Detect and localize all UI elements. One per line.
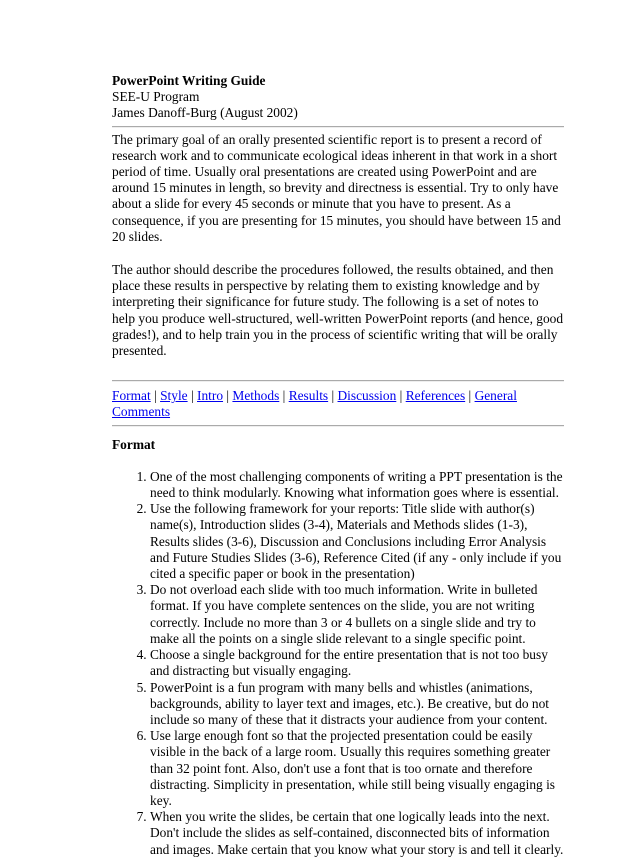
nav-separator: | (465, 388, 475, 404)
program-name: SEE-U Program (112, 89, 200, 105)
format-list-item: 5. PowerPoint is a fun program with many bells and whistles (animations, backgrounds, ability to layer text and images, etc.). Be creative, but do not include so many of these that it distracts your audience from your content. (150, 680, 564, 729)
divider (112, 425, 564, 427)
format-list-item: 7. When you write the slides, be certain that one logically leads into the next. Don't include the slides as self-contained, disconnected bits of information and images. Make certain that you know what your story is and tell it clearly. (150, 809, 564, 858)
document-title: PowerPoint Writing Guide (112, 73, 266, 88)
nav-link-intro[interactable]: Intro (197, 388, 224, 404)
document-page (112, 73, 564, 858)
divider (112, 126, 564, 128)
section-nav (112, 388, 564, 420)
intro-paragraph-1: The primary goal of an orally presented scientific report is to present a record of research work and to communicate ecological ideas inherent in that work in a short period of time. Usually oral presentations are created using PowerPoint and are around 15 minutes in length, so brevity and directness is essential. Try to only have about a slide for every 45 seconds or minute that you have to present. As a consequence, if you are presenting for 15 minutes, you should have between 15 and 20 slides. (112, 131, 561, 244)
nav-separator: | (223, 388, 233, 404)
nav-separator: | (396, 388, 406, 404)
format-list-item: 1. One of the most challenging components of writing a PPT presentation is the need to think modularly. Knowing what information goes where is essential. (150, 469, 564, 501)
spacer (112, 359, 564, 376)
format-list-item: 4. Choose a single background for the entire presentation that is not too busy and distracting but visually engaging. (150, 647, 564, 679)
divider (112, 380, 564, 382)
author-line: James Danoff-Burg (August 2002) (112, 105, 298, 121)
nav-separator: | (279, 388, 289, 404)
nav-link-methods[interactable]: Methods (232, 388, 280, 404)
format-list-item: 6. Use large enough font so that the projected presentation could be easily visible in the back of a large room. Usually this requires something greater than 32 point font. Also, don't use a font that is too ornate and therefore distracting. Simplicity in presentation, while still being visually engaging is key. (150, 728, 564, 809)
nav-separator: | (150, 388, 161, 404)
spacer (112, 245, 564, 262)
nav-link-general-comments[interactable]: General Comments (112, 388, 517, 420)
format-list-item: 2. Use the following framework for your reports: Title slide with author(s) name(s), Introduction slides (3-4), Materials and Methods slides (1-3), Results slides (3-6), Discussion and Conclusions including Error Analysis and Future Studies Slides (3-6), Reference Cited (if any - only include if you cited a specific paper or book in the presentation) (150, 501, 564, 582)
nav-separator: | (187, 388, 197, 404)
section-heading-format: Format (112, 436, 156, 452)
nav-link-discussion[interactable]: Discussion (337, 388, 397, 404)
nav-separator: | (328, 388, 338, 404)
nav-link-format[interactable]: Format (112, 388, 151, 404)
format-list (112, 469, 564, 858)
intro-paragraph-2: The author should describe the procedures followed, the results obtained, and then place these results in perspective by relating them to existing knowledge and by interpreting their significance for future study. The following is a set of notes to help you produce well-structured, well-written PowerPoint reports (and hence, good grades!), and to help train you in the process of scientific writing that will be orally presented. (112, 262, 564, 359)
format-list-item: 3. Do not overload each slide with too much information. Write in bulleted format. If you have complete sentences on the slide, you are not writing correctly. Include no more than 3 or 4 bullets on a single slide and try to make all the points on a single slide relevant to a single specific point. (150, 582, 564, 647)
nav-link-style[interactable]: Style (160, 388, 188, 404)
nav-link-results[interactable]: Results (288, 388, 329, 404)
nav-link-references[interactable]: References (405, 388, 466, 404)
